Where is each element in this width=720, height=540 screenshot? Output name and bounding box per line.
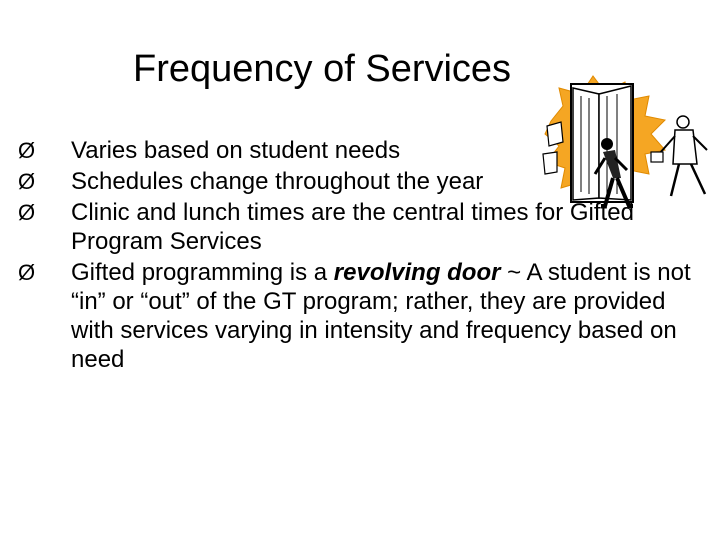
bullet-text-emphasis: revolving door (333, 259, 501, 286)
bullet-list (18, 136, 708, 376)
bullet-arrow-icon: Ø (18, 260, 36, 285)
bullet-arrow-icon: Ø (18, 138, 36, 163)
bullet-text-pre: Gifted programming is a (71, 259, 334, 286)
bullet-text-post: ~ A student is not “in” or “out” of the GT program; rather, they are provided with services varying in intensity and frequency based on need (71, 259, 691, 373)
bullet-item (18, 167, 708, 196)
slide-title: Frequency of Services (133, 48, 512, 90)
bullet-text: Varies based on student needs (71, 137, 401, 164)
bullet-arrow-icon: Ø (18, 200, 36, 225)
bullet-item (18, 136, 708, 165)
bullet-arrow-icon: Ø (18, 169, 36, 194)
bullet-text: Schedules change throughout the year (71, 168, 484, 195)
bullet-item (18, 198, 708, 256)
bullet-item (18, 258, 708, 374)
bullet-text: Clinic and lunch times are the central times for Gifted Program Services (71, 199, 634, 255)
